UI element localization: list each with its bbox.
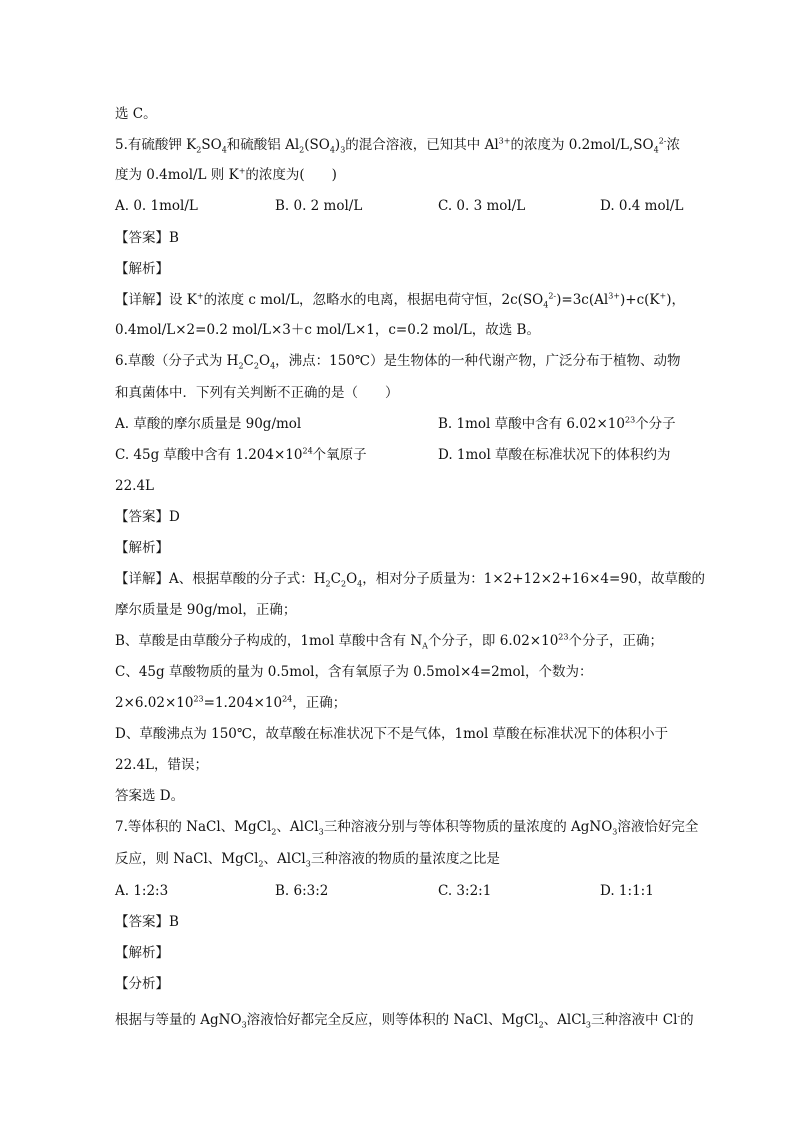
analysis-label: 【解析】: [115, 261, 169, 277]
detail-line: D、草酸沸点为 150℃，故草酸在标准状况下不是气体，1mol 草酸在标准状况下的体积小于: [115, 726, 669, 742]
detail-line: 22.4L，错误；: [115, 757, 209, 773]
option-d: D. 0.4 mol/L: [600, 198, 684, 214]
detail-line: 根据与等量的 AgNO$_3$溶液恰好都完全反应，则等体积的 NaCl、MgCl$_2$、AlCl$_3$三种溶液中 Cl-的: [115, 1011, 694, 1030]
option-b: B. 1mol 草酸中含有 $6.02\times 10^{23}$个分子: [438, 415, 676, 432]
option-a: A. 0. 1mol/L: [115, 198, 198, 214]
option-d: D. 1mol 草酸在标准状况下的体积约为: [438, 447, 671, 463]
option-d: D. 1:1:1: [600, 883, 654, 899]
question-6-stem-cont: 和真菌体中．下列有关判断不正确的是（ ）: [115, 385, 399, 401]
option-b: B. 6:3:2: [275, 883, 329, 899]
question-7-stem: 7.等体积的 NaCl、MgCl$_2$、AlCl$_3$三种溶液分别与等体积等物质的量浓度的 AgNO$_3$溶液恰好完全: [115, 819, 699, 837]
detail-line: B、草酸是由草酸分子构成的，1mol 草酸中含有 $N_A$个分子，即 $6.02\times 10^{23}$个分子，正确；: [115, 632, 663, 651]
analysis-label: 【解析】: [115, 540, 169, 556]
option-a: A. 1:2:3: [115, 883, 169, 899]
question-5-stem-cont: 度为 0.4mol/L 则 K+的浓度为( ): [115, 166, 337, 183]
answer-label: 【答案】D: [115, 509, 180, 525]
detail-line: C、45g 草酸物质的量为 0.5mol，含有氧原子为 0.5mol×4=2mol，个数为：: [115, 664, 593, 680]
fenxi-label: 【分析】: [115, 976, 169, 992]
detail-line: 0.4mol/L×2=0.2 mol/L×3＋c mol/L×1，c=0.2 mol/L，故选 B。: [115, 322, 540, 338]
detail-line: 答案选 D。: [115, 788, 185, 804]
detail-line: 【详解】设 K+的浓度 c mol/L，忽略水的电离，根据电荷守恒，$2c(SO_4^{2-})=3c(Al^{3+})+c(K^+)$，: [115, 291, 685, 310]
answer-label: 【答案】B: [115, 230, 179, 246]
question-6-stem: 6.草酸（分子式为 $H_2C_2O_4$，沸点：150℃）是生物体的一种代谢产物，广泛分布于植物、动物: [115, 353, 681, 371]
option-c: C. 45g 草酸中含有 $1.204\times 10^{24}$个氧原子: [115, 446, 367, 463]
question-5-stem: 5.有硫酸钾 $K_2SO_4$和硫酸铝 $Al_2(SO_4)_3$的混合溶液，已知其中 $Al^{3+}$的浓度为 $0.2mol/L,SO_4^{2-}$浓: [115, 136, 680, 155]
question-7-stem-cont: 反应，则 NaCl、MgCl$_2$、AlCl$_3$三种溶液的物质的量浓度之比是: [115, 851, 500, 869]
option-d-cont: 22.4L: [115, 478, 155, 494]
detail-line: 摩尔质量是 90g/mol，正确；: [115, 602, 297, 618]
detail-line: $2\times 6.02\times 10^{23}=1.204\times 10^{24}$，正确；: [115, 694, 347, 711]
analysis-label: 【解析】: [115, 945, 169, 961]
option-a: A. 草酸的摩尔质量是 90g/mol: [115, 416, 302, 432]
text-line: 选 C。: [115, 106, 157, 122]
option-c: C. 3:2:1: [438, 883, 492, 899]
option-b: B. 0. 2 mol/L: [275, 198, 363, 214]
detail-line: 【详解】A、根据草酸的分子式：$H_2C_2O_4$，相对分子质量为：1×2+12×2+16×4=90，故草酸的: [115, 571, 705, 589]
answer-label: 【答案】B: [115, 914, 179, 930]
option-c: C. 0. 3 mol/L: [438, 198, 526, 214]
